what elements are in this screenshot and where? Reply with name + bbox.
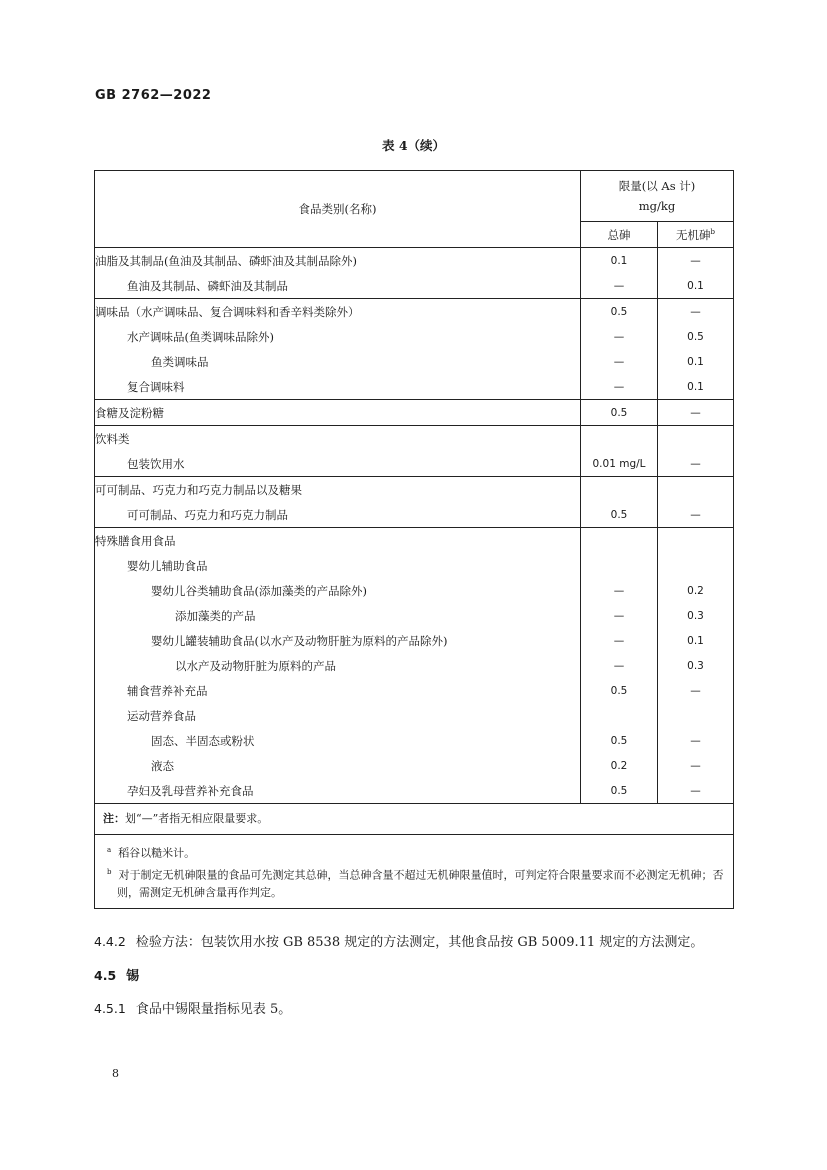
food-category-name: 固态、半固态或粉状 [95, 728, 581, 753]
table-row [95, 553, 734, 578]
table-row [95, 528, 734, 554]
total-arsenic-limit [581, 477, 658, 503]
total-arsenic-limit [581, 703, 658, 728]
food-category-name: 可可制品、巧克力和巧克力制品以及糖果 [95, 477, 581, 503]
inorganic-arsenic-limit [658, 426, 734, 452]
inorganic-arsenic-limit: 0.2 [658, 578, 734, 603]
table-title: 表 4（续） [381, 138, 446, 153]
header-inorganic-label: 无机砷 [676, 227, 711, 242]
food-category-name: 婴幼儿辅助食品 [95, 553, 581, 578]
table-note [95, 804, 734, 835]
inorganic-arsenic-limit: 0.1 [658, 349, 734, 374]
inorganic-arsenic-limit [658, 703, 734, 728]
paragraph-4-5-1 [94, 998, 291, 1017]
table-row [95, 653, 734, 678]
inorganic-arsenic-limit: — [658, 778, 734, 804]
paragraph-4-5-1-text: 食品中锡限量指标见表 5。 [135, 1002, 292, 1017]
footnote-a [103, 841, 725, 863]
header-limit-label: 限量(以 As 计) [618, 179, 696, 193]
standard-code: GB 2762—2022 [95, 88, 212, 103]
paragraph-4-5-1-number: 4.5.1 [94, 1001, 126, 1016]
table-row [95, 477, 734, 503]
total-arsenic-limit: — [581, 273, 658, 299]
food-category-name: 复合调味料 [95, 374, 581, 400]
page-number: 8 [112, 1067, 119, 1080]
section-4-5-heading [94, 965, 139, 984]
inorganic-arsenic-limit: 0.1 [658, 628, 734, 653]
food-category-name: 辅食营养补充品 [95, 678, 581, 703]
inorganic-arsenic-limit: — [658, 678, 734, 703]
inorganic-arsenic-limit: — [658, 400, 734, 426]
food-category-name: 添加藻类的产品 [95, 603, 581, 628]
table-row [95, 728, 734, 753]
inorganic-arsenic-limit [658, 477, 734, 503]
total-arsenic-limit [581, 553, 658, 578]
table-row [95, 753, 734, 778]
inorganic-arsenic-limit [658, 528, 734, 554]
header-food-category: 食品类别(名称) [95, 171, 581, 248]
food-category-name: 婴幼儿罐装辅助食品(以水产及动物肝脏为原料的产品除外) [95, 628, 581, 653]
total-arsenic-limit: — [581, 324, 658, 349]
table-row [95, 324, 734, 349]
table-footnotes-row [95, 835, 734, 909]
footnote-b-mark: b [107, 867, 112, 876]
table-body [95, 248, 734, 804]
table-row [95, 703, 734, 728]
total-arsenic-limit: — [581, 653, 658, 678]
food-category-name: 油脂及其制品(鱼油及其制品、磷虾油及其制品除外) [95, 248, 581, 274]
total-arsenic-limit: — [581, 578, 658, 603]
header-inorganic-footnote-mark: b [710, 227, 715, 236]
table-note-row [95, 804, 734, 835]
food-category-name: 鱼类调味品 [95, 349, 581, 374]
total-arsenic-limit [581, 426, 658, 452]
total-arsenic-limit: — [581, 349, 658, 374]
footnote-b-text: 对于制定无机砷限量的食品可先测定其总砷，当总砷含量不超过无机砷限量值时，可判定符合限量要求而不必测定无机砷；否则，需测定无机砷含量再作判定。 [117, 868, 724, 900]
table-footnotes [95, 835, 734, 909]
inorganic-arsenic-limit: — [658, 451, 734, 477]
footnote-a-mark: a [107, 846, 112, 854]
food-category-name: 液态 [95, 753, 581, 778]
total-arsenic-limit: 0.5 [581, 728, 658, 753]
total-arsenic-limit: 0.5 [581, 299, 658, 325]
total-arsenic-limit: 0.5 [581, 778, 658, 804]
food-category-name: 水产调味品(鱼类调味品除外) [95, 324, 581, 349]
inorganic-arsenic-limit: 0.1 [658, 374, 734, 400]
inorganic-arsenic-limit: — [658, 248, 734, 274]
paragraph-4-4-2-text: 检验方法：包装饮用水按 GB 8538 规定的方法测定，其他食品按 GB 5009.11 规定的方法测定。 [135, 935, 704, 950]
table-row [95, 678, 734, 703]
table-row [95, 603, 734, 628]
paragraph-4-4-2 [94, 931, 703, 950]
header-limit-unit: mg/kg [638, 199, 676, 213]
food-category-name: 食糖及淀粉糖 [95, 400, 581, 426]
table-row [95, 299, 734, 325]
footnote-b [103, 863, 725, 903]
table-row [95, 502, 734, 528]
total-arsenic-limit: 0.01 mg/L [581, 451, 658, 477]
food-category-name: 饮料类 [95, 426, 581, 452]
table-row [95, 374, 734, 400]
food-category-name: 婴幼儿谷类辅助食品(添加藻类的产品除外) [95, 578, 581, 603]
inorganic-arsenic-limit: 0.3 [658, 653, 734, 678]
total-arsenic-limit: 0.5 [581, 400, 658, 426]
table-row [95, 778, 734, 804]
table-row [95, 349, 734, 374]
section-4-5-number: 4.5 [94, 968, 117, 983]
food-category-name: 以水产及动物肝脏为原料的产品 [95, 653, 581, 678]
total-arsenic-limit: 0.1 [581, 248, 658, 274]
paragraph-4-4-2-number: 4.4.2 [94, 934, 126, 949]
food-category-name: 运动营养食品 [95, 703, 581, 728]
arsenic-limits-table [94, 170, 734, 909]
total-arsenic-limit: 0.5 [581, 502, 658, 528]
total-arsenic-limit: — [581, 628, 658, 653]
inorganic-arsenic-limit [658, 553, 734, 578]
inorganic-arsenic-limit: 0.3 [658, 603, 734, 628]
table-row [95, 451, 734, 477]
inorganic-arsenic-limit: — [658, 728, 734, 753]
total-arsenic-limit: — [581, 374, 658, 400]
food-category-name: 特殊膳食用食品 [95, 528, 581, 554]
total-arsenic-limit: — [581, 603, 658, 628]
food-category-name: 可可制品、巧克力和巧克力制品 [95, 502, 581, 528]
inorganic-arsenic-limit: 0.1 [658, 273, 734, 299]
table-row [95, 400, 734, 426]
table-row [95, 248, 734, 274]
inorganic-arsenic-limit: 0.5 [658, 324, 734, 349]
section-4-5-title: 锡 [126, 969, 140, 984]
note-text: 划“—”者指无相应限量要求。 [125, 812, 269, 825]
inorganic-arsenic-limit: — [658, 299, 734, 325]
table-row [95, 426, 734, 452]
header-total-arsenic: 总砷 [581, 222, 658, 248]
table-row [95, 578, 734, 603]
note-label: 注： [103, 812, 125, 825]
inorganic-arsenic-limit: — [658, 753, 734, 778]
total-arsenic-limit: 0.2 [581, 753, 658, 778]
table-row [95, 628, 734, 653]
footnote-a-text: 稻谷以糙米计。 [118, 846, 196, 860]
total-arsenic-limit: 0.5 [581, 678, 658, 703]
inorganic-arsenic-limit: — [658, 502, 734, 528]
table-row [95, 273, 734, 299]
food-category-name: 鱼油及其制品、磷虾油及其制品 [95, 273, 581, 299]
header-limit [581, 171, 734, 222]
food-category-name: 调味品（水产调味品、复合调味料和香辛料类除外） [95, 299, 581, 325]
total-arsenic-limit [581, 528, 658, 554]
food-category-name: 孕妇及乳母营养补充食品 [95, 778, 581, 804]
food-category-name: 包装饮用水 [95, 451, 581, 477]
header-inorganic-arsenic [658, 222, 734, 248]
table-header-row [95, 171, 734, 222]
